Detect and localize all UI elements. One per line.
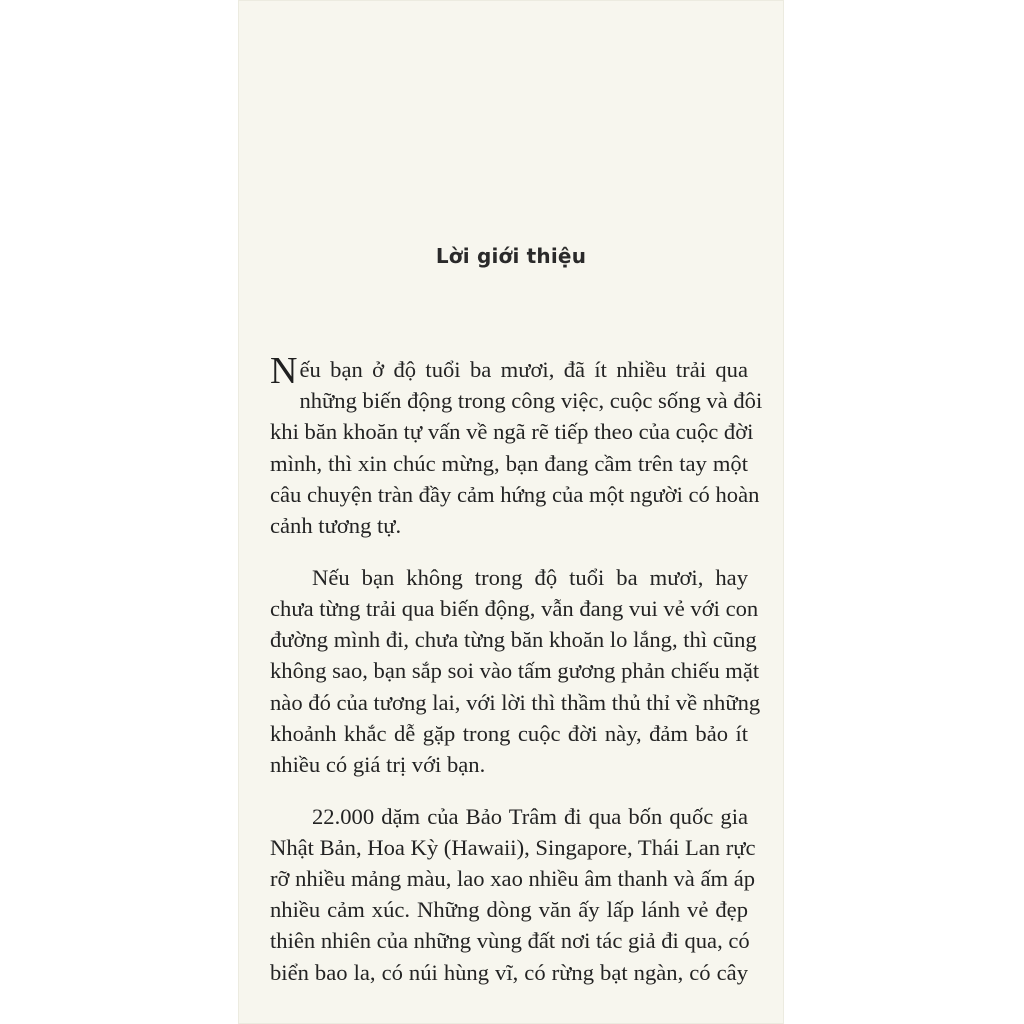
text-line: nhiều có giá trị với bạn. [270,751,486,777]
text-line: Nếu bạn không trong độ tuổi ba mươi, hay [312,564,748,590]
text-line: chưa từng trải qua biến động, vẫn đang vui vẻ với con [270,595,759,621]
text-line: thiên nhiên của những vùng đất nơi tác giả đi qua, có [270,928,750,954]
text-line: mình, thì xin chúc mừng, bạn đang cầm trên tay một [270,450,748,476]
body-text [270,350,763,1008]
text-line: khoảnh khắc dễ gặp trong cuộc đời này, đảm bảo ít [270,720,748,746]
text-line: rỡ nhiều mảng màu, lao xao nhiều âm thanh và ấm áp [270,866,756,892]
text-line: Nhật Bản, Hoa Kỳ (Hawaii), Singapore, Thái Lan rực [270,834,756,860]
text-line: 22.000 dặm của Bảo Trâm đi qua bốn quốc gia [312,803,748,829]
text-line: khi băn khoăn tự vấn về ngã rẽ tiếp theo của cuộc đời [270,419,754,445]
text-line: nhiều cảm xúc. Những dòng văn ấy lấp lánh vẻ đẹp [270,897,748,923]
paragraph-3 [270,801,756,988]
text-line: ếu bạn ở độ tuổi ba mươi, đã ít nhiều trải qua [299,357,748,382]
text-line: không sao, bạn sắp soi vào tấm gương phản chiếu mặt [270,658,760,684]
drop-cap: N [270,350,298,392]
text-line: những biến động trong công việc, cuộc sống và đôi [299,388,763,414]
paragraph-1 [270,350,763,541]
text-line: cảnh tương tự. [270,513,402,539]
book-page [238,0,784,1024]
text-line: nào đó của tương lai, với lời thì thầm thủ thỉ về những [270,689,761,715]
text-line: câu chuyện tràn đầy cảm hứng của một người có hoàn [270,481,760,507]
chapter-heading: Lời giới thiệu [435,244,587,268]
text-line: đường mình đi, chưa từng băn khoăn lo lắng, thì cũng [270,627,757,653]
text-line: biển bao la, có núi hùng vĩ, có rừng bạt ngàn, có cây [270,959,748,985]
paragraph-2 [270,562,761,780]
